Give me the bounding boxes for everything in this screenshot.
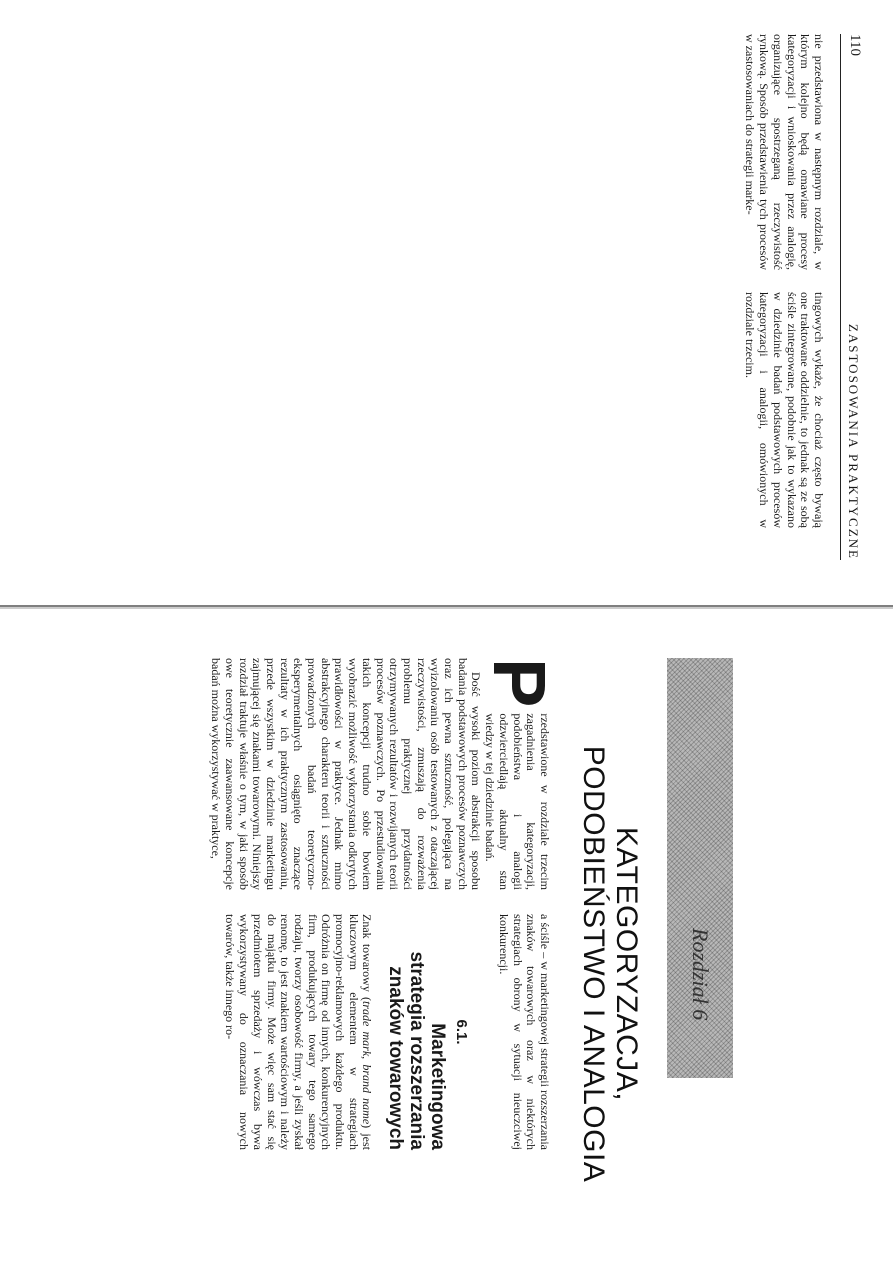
chapter-title [577, 724, 643, 1204]
text-column-left [208, 658, 561, 890]
intro-text: rzedstawione w rozdziale trzecim zagadnienia kategoryzacji, podobieństwa i analogii odzwierciedlają aktualny stan wiedzy w tej dziedzinie badań. [483, 713, 552, 890]
page-110 [0, 0, 893, 600]
text-column-right [743, 292, 825, 528]
chapter-page [0, 612, 893, 1263]
section-paragraph [223, 914, 374, 1150]
section-text-italic: trade mark, brand name [360, 1000, 375, 1125]
text-column-right [223, 914, 551, 1150]
section-number: 6.1. [453, 1019, 471, 1045]
paragraph: a ściśle – w marketingowej strategii rozszerzania znaków towarowych oraz w niektórych strategiach obrony w sytuacji nieuczciwej konkurencji. [496, 914, 552, 1150]
section-title-line: Marketingowa [427, 1023, 449, 1150]
drop-cap: P [478, 658, 561, 708]
section-text: Znak towarowy ( [360, 914, 375, 1001]
running-head-title: ZASTOSOWANIA PRAKTYCZNE [846, 323, 861, 560]
intro-paragraph [478, 658, 561, 890]
chapter-label: Rozdział 6 [688, 928, 713, 1021]
paragraph: Dość wysoki poziom abstrakcji sposobu badania podstawowych procesów poznawczych oraz ich pewna sztuczność, polegająca na wyizolowaniu osób testowanych z otaczającej rzeczywistości, zmuszają do rozważenia problemu praktycznej przydatności otrzymywanych rezultatów i rozwijanych teorii procesów poznawczych. Po przestudiowaniu takich koncepcji trudno sobie bowiem wyobrazić możliwość wykorzystania odkrytych prawidłowości w praktyce. Jednak mimo abstrakcyjnego charakteru teorii i sztuczności prowadzonych badań teoretyczno-eksperymentalnych osiągnięto znaczące rezultaty w ich praktycznym zastosowaniu, przede wszystkim w dziedzinie marketingu zajmującej się znakami towarowymi. Niniejszy rozdział traktuje właśnie o tym, w jaki sposób owe teoretycznie zaawansowane koncepcje badań można wykorzystywać w praktyce, [209, 658, 484, 890]
chapter-banner [667, 658, 733, 1078]
chapter-title-line: PODOBIEŃSTWO I ANALOGIA [577, 745, 610, 1183]
running-head [840, 34, 865, 560]
text-column-left [743, 34, 825, 270]
chapter-title-line: KATEGORYZACJA, [610, 826, 643, 1102]
page-number: 110 [847, 34, 863, 56]
section-title [385, 914, 448, 1150]
section-title-line: strategia rozszerzania [406, 951, 428, 1150]
section-title-line: znaków towarowych [385, 966, 407, 1150]
section-text: ) jest kluczowym elementem w strategiach promocyjno-reklamowych każdego produktu. Odróżnia on firmę od innych, konkurencyjnych firm, produkujących towary tego samego rodzaju, tworzy osobowość firmy, a jeśli zyskał renomę, to jest znakiem wartościowym i należy do majątku firmy. Może więc sam stać się przedmiotem sprzedaży i wówczas bywa wykorzystywany do oznaczania nowych towarów, także innego ro- [223, 914, 375, 1150]
paragraph: nie przedstawiona w następnym rozdziale, w którym kolejno będą omawiane procesy kategoryzacji i wnioskowania przez analogię, organizujące spostrzeganą rzeczywistość rynkową. Sposób przedstawienia tych procesów w zastosowaniach do strategii marke- [743, 34, 826, 270]
paragraph: tingowych wykaże, że chociaż często bywają one traktowane oddzielnie, to jednak są ze sobą ściśle zintegrowane, podobnie jak to wykazano w dziedzinie badań podstawowych procesów kategoryzacji i analogii, omówionych w rozdziale trzecim. [743, 292, 826, 528]
